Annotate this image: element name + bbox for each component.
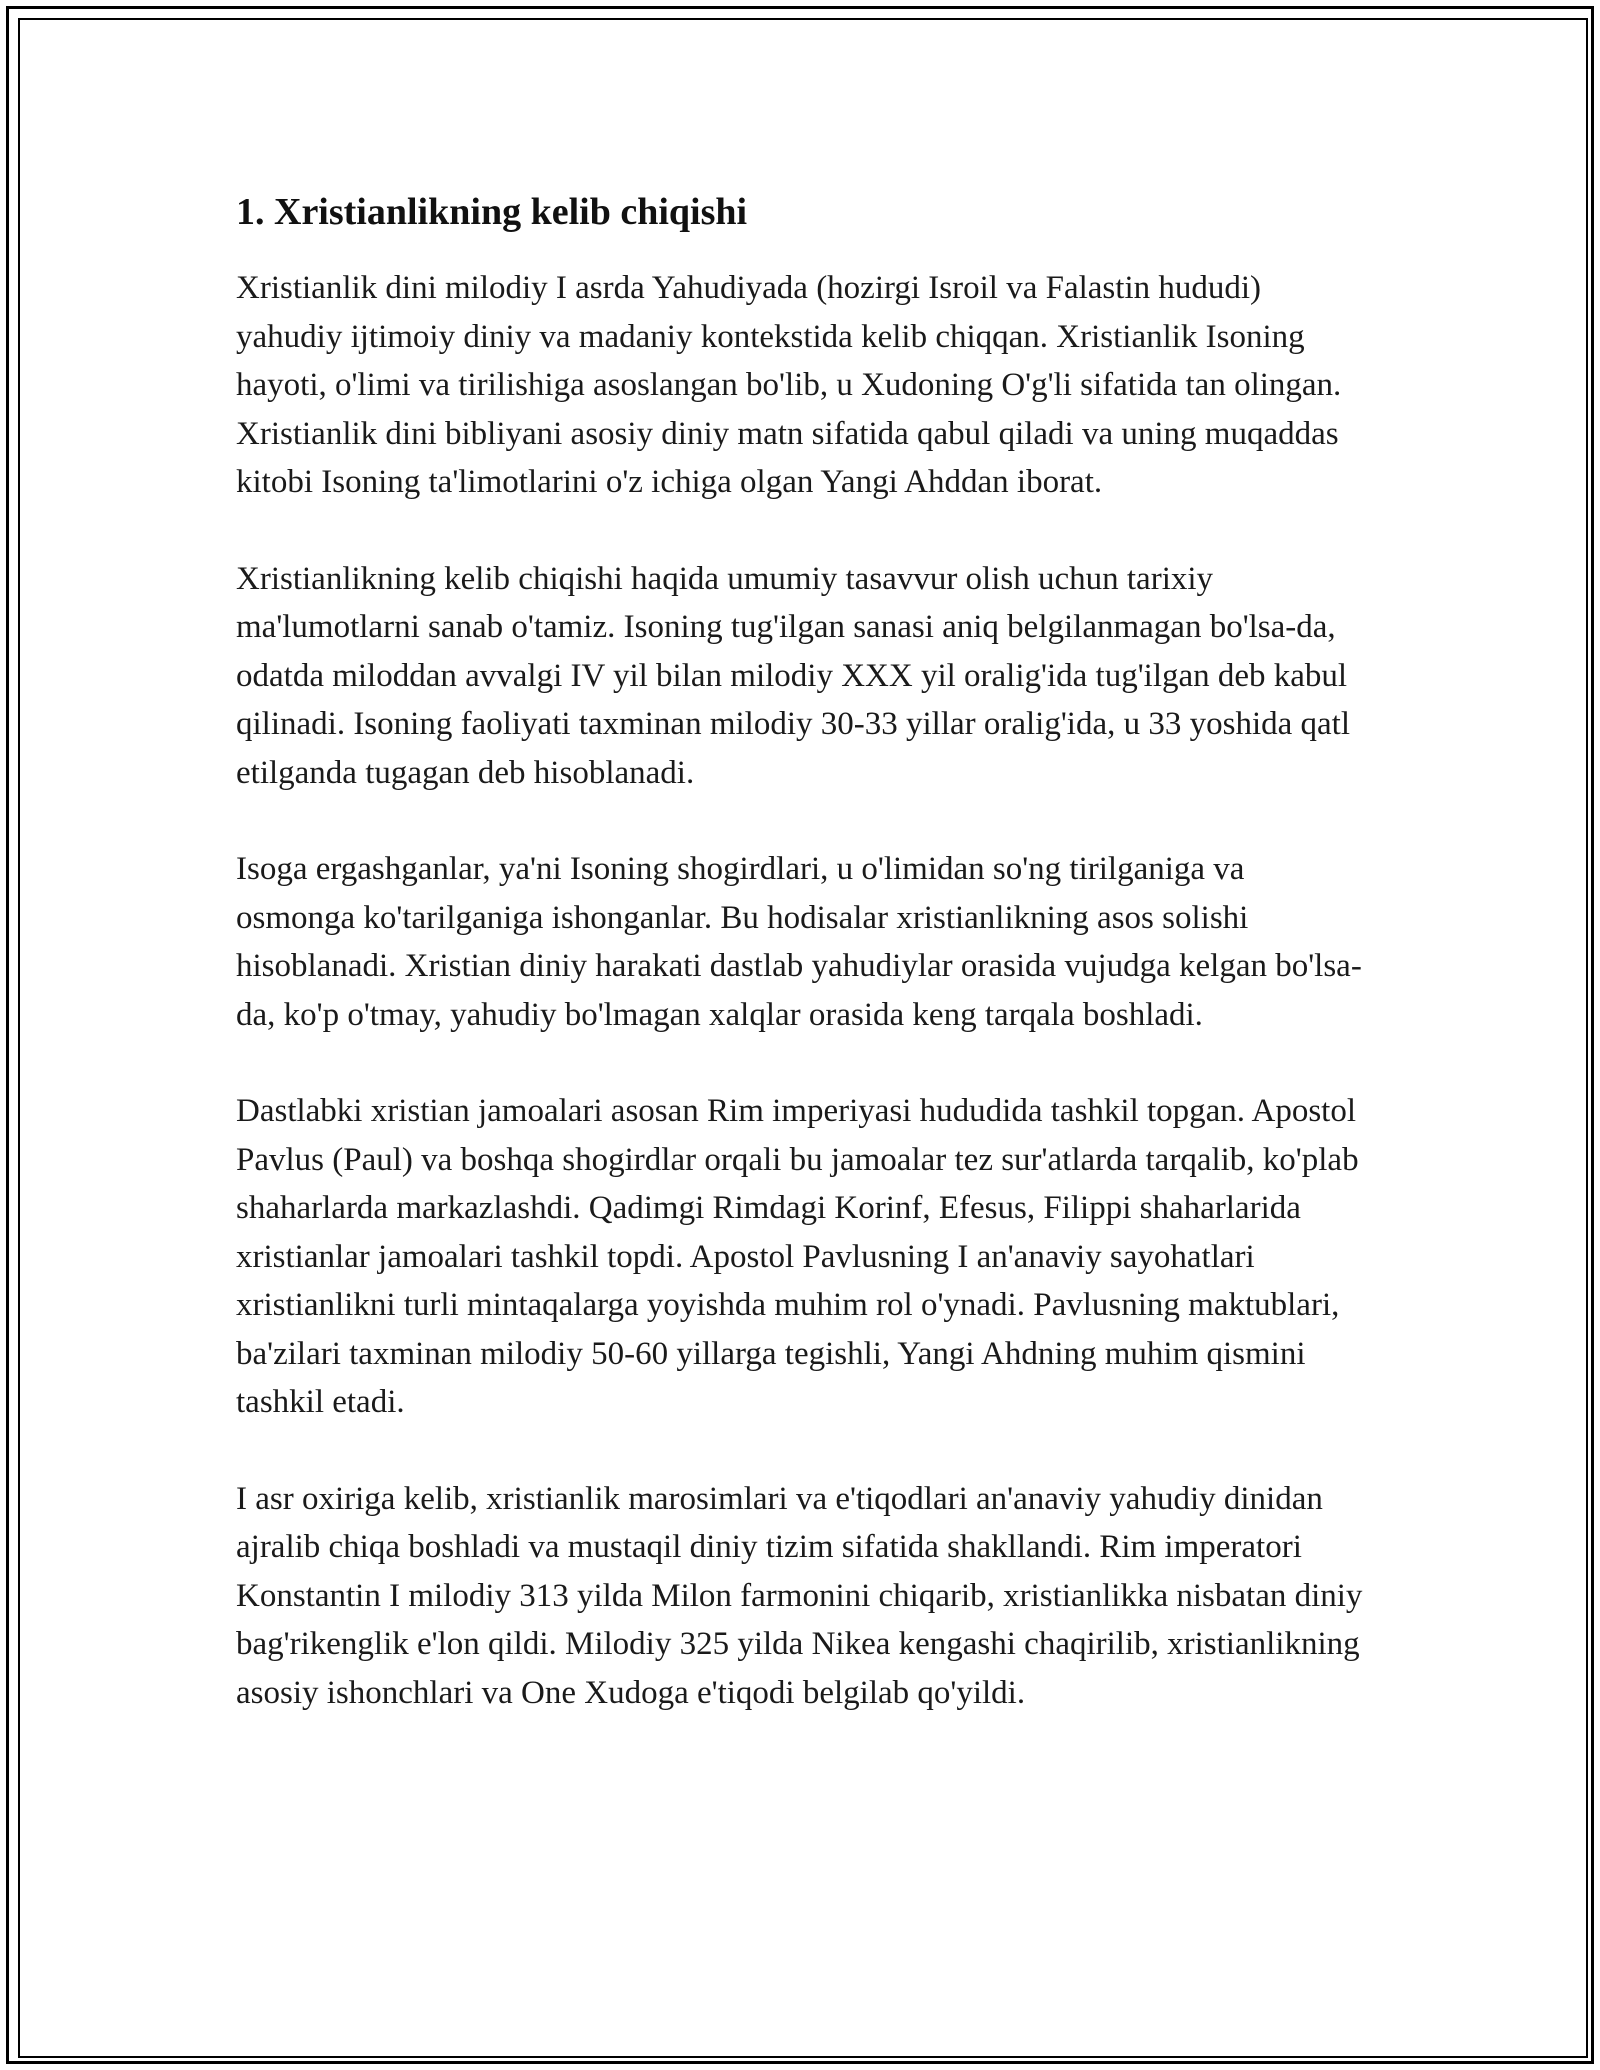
section-heading: 1. Xristianlikning kelib chiqishi — [236, 191, 748, 233]
paragraph-4: Dastlabki xristian jamoalari asosan Rim imperiyasi hududida tashkil topgan. Apostol Pavlus (Paul) va boshqa shogirdlar orqali bu jamoalar tez sur'atlarda tarqalib, ko'plab shaharlarda markazlashdi. Qadimgi Rimdagi Korinf, Efesus, Filippi shaharlarida xristianlar jamoalari tashkil topdi. Apostol Pavlusning I an'anaviy sayohatlari xristianlikni turli mintaqalarga yoyishda muhim rol o'ynadi. Pavlusning maktublari, ba'zilari taxminan milodiy 50-60 yillarga tegishli, Yangi Ahdning muhim qismini tashkil etadi. — [236, 1093, 1359, 1420]
paragraph-1: Xristianlik dini milodiy I asrda Yahudiyada (hozirgi Isroil va Falastin hududi) yahudiy ijtimoiy diniy va madaniy kontekstida kelib chiqqan. Xristianlik Isoning hayoti, o'limi va tirilishiga asoslangan bo'lib, u Xudoning O'g'li sifatida tan olingan. Xristianlik dini bibliyani asosiy diniy matn sifatida qabul qiladi va uning muqaddas kitobi Isoning ta'limotlarini o'z ichiga olgan Yangi Ahddan iborat. — [236, 270, 1342, 500]
paragraph-2: Xristianlikning kelib chiqishi haqida umumiy tasavvur olish uchun tarixiy ma'lumotlarni sanab o'tamiz. Isoning tug'ilgan sanasi aniq belgilanmagan bo'lsa-da, odatda miloddan avvalgi IV yil bilan milodiy XXX yil oralig'ida tug'ilgan deb kabul qilinadi. Isoning faoliyati taxminan milodiy 30-33 yillar oralig'ida, u 33 yoshida qatl etilganda tugagan deb hisoblanadi. — [236, 560, 1351, 791]
paragraph-3: Isoga ergashganlar, ya'ni Isoning shogirdlari, u o'limidan so'ng tirilganiga va osmonga ko'tarilganiga ishonganlar. Bu hodisalar xristianlikning asos solishi hisoblanadi. Xristian diniy harakati dastlab yahudiylar orasida vujudga kelgan bo'lsa-da, ko'p o'tmay, yahudiy bo'lmagan xalqlar orasida keng tarqala boshladi. — [236, 851, 1362, 1033]
paragraph-5: I asr oxiriga kelib, xristianlik marosimlari va e'tiqodlari an'anaviy yahudiy dinidan ajralib chiqa boshladi va mustaqil diniy tizim sifatida shakllandi. Rim imperatori Konstantin I milodiy 313 yilda Milon farmonini chiqarib, xristianlikka nisbatan diniy bag'rikenglik e'lon qildi. Milodiy 325 yilda Nikea kengashi chaqirilib, xristianlikning asosiy ishonchlari va One Xudoga e'tiqodi belgilab qo'yildi. — [236, 1480, 1363, 1711]
document-body — [236, 188, 1366, 1717]
